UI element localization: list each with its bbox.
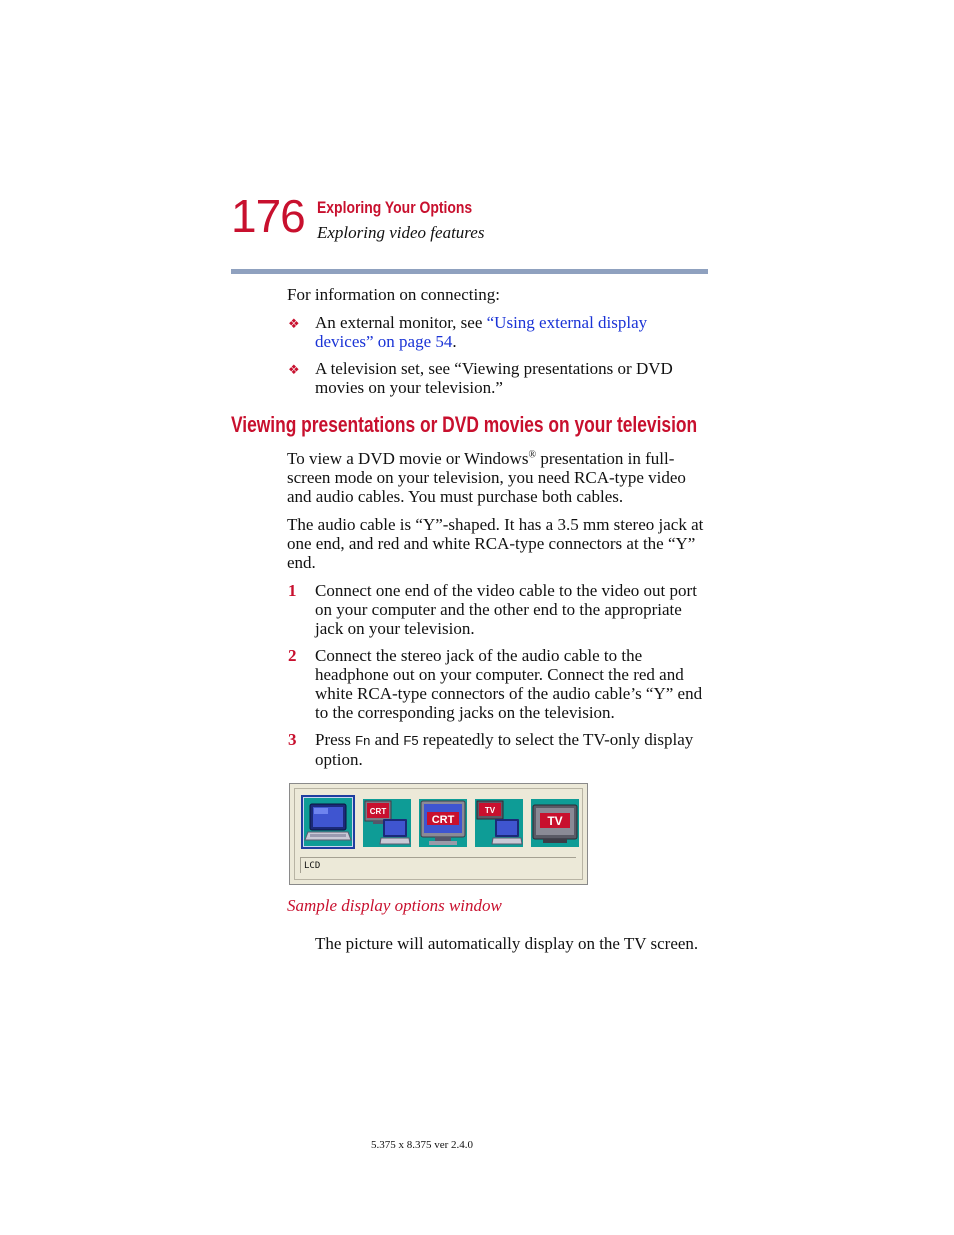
bullet-line: movies on your television.”	[315, 378, 503, 397]
chapter-title: Exploring Your Options	[317, 198, 473, 217]
section-heading: Viewing presentations or DVD movies on your television	[231, 412, 698, 437]
para-text: The audio cable is “Y”-shaped. It has a 3.5 mm stereo jack at	[287, 515, 704, 534]
step-number: 1	[288, 581, 297, 600]
intro-text: For information on connecting:	[287, 285, 500, 304]
lcd-tv-icon	[475, 799, 523, 847]
step-line: headphone out on your computer. Connect the red and	[315, 665, 684, 684]
step-line: and	[370, 730, 404, 749]
key-fn: Fn	[355, 733, 371, 748]
tv-label: TV	[547, 814, 563, 828]
key-f5: F5	[403, 733, 419, 748]
link-devices-page-54[interactable]: devices” on page 54	[315, 332, 453, 351]
crt-label: CRT	[431, 814, 455, 826]
crt-icon	[419, 799, 467, 847]
step-line: Press	[315, 730, 356, 749]
para-text: and audio cables. You must purchase both cables.	[287, 487, 624, 506]
step-line: to the corresponding jacks on the television.	[315, 703, 615, 722]
link-using-external-display[interactable]: “Using external display	[486, 313, 648, 332]
step-number: 3	[288, 730, 297, 749]
section-title: Exploring video features	[317, 223, 485, 242]
display-status-field: LCD	[300, 857, 576, 873]
bullet-television-set	[315, 359, 673, 397]
display-options-panel	[294, 788, 583, 880]
para-text: one end, and red and white RCA-type connectors at the “Y”	[287, 534, 696, 553]
step-line: option.	[315, 750, 363, 769]
bullet-icon: ❖	[288, 362, 300, 377]
display-option-lcd-tv[interactable]	[475, 799, 523, 847]
tv-icon	[531, 799, 579, 847]
display-option-crt[interactable]	[419, 799, 467, 847]
step-line: jack on your television.	[315, 619, 475, 638]
step-line: white RCA-type connectors of the audio cable’s “Y” end	[315, 684, 703, 703]
display-options-window	[289, 783, 588, 885]
bullet-icon: ❖	[288, 316, 300, 331]
step-3	[315, 730, 693, 769]
para-text: screen mode on your television, you need RCA-type video	[287, 468, 686, 487]
display-option-lcd-crt[interactable]	[363, 799, 411, 847]
display-option-lcd[interactable]	[301, 795, 355, 849]
lcd-crt-icon	[363, 799, 411, 847]
step-line: on your computer and the other end to the appropriate	[315, 600, 682, 619]
paragraph-dvd	[287, 449, 686, 506]
crt-label: CRT	[369, 807, 387, 816]
registered-mark: ®	[528, 449, 537, 461]
step-line: Connect one end of the video cable to the video out port	[315, 581, 697, 600]
step-number: 2	[288, 646, 297, 665]
para-text: presentation in full-	[536, 449, 675, 468]
lcd-icon	[304, 798, 352, 846]
header-rule	[231, 269, 708, 274]
para-text: end.	[287, 553, 316, 572]
bullet-external-monitor	[315, 313, 647, 351]
after-text: The picture will automatically display on the TV screen.	[315, 934, 699, 953]
page-number: 176	[231, 190, 305, 242]
display-option-tv[interactable]	[531, 799, 579, 847]
step-line: repeatedly to select the TV-only display	[418, 730, 694, 749]
step-1	[315, 581, 697, 638]
bullet-text: An external monitor, see	[315, 313, 487, 332]
para-text: To view a DVD movie or Windows	[287, 449, 529, 468]
bullet-period: .	[452, 332, 457, 351]
bullet-line: A television set, see “Viewing presentations or DVD	[315, 359, 673, 378]
page-footer: 5.375 x 8.375 ver 2.4.0	[371, 1139, 474, 1151]
step-line: Connect the stereo jack of the audio cable to the	[315, 646, 643, 665]
paragraph-audio-cable	[287, 515, 703, 572]
figure-caption: Sample display options window	[287, 896, 502, 915]
step-2	[315, 646, 702, 722]
tv-label: TV	[484, 806, 496, 815]
